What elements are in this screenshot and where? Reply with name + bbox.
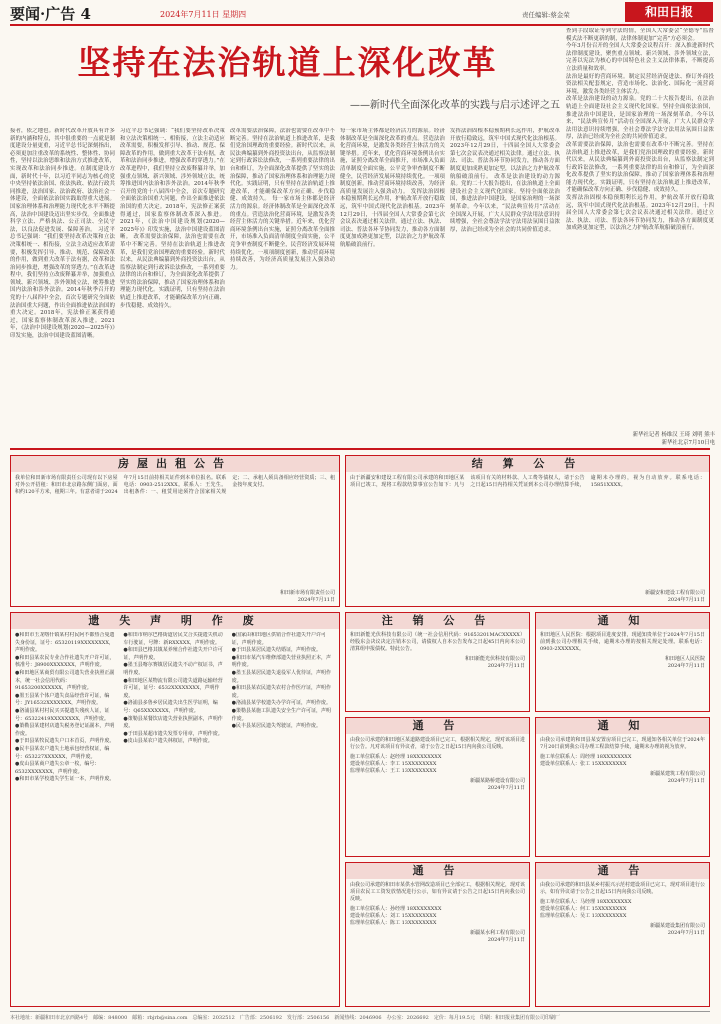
list-item: ●和田县巴格其镇某养殖合作社遗失开户许可证，声明作废。 [123,647,223,661]
list-item: ●墨玉县某居民遗失退役军人优待证，声明作废。 [231,669,332,684]
settlement-notice-body: 由于新疆安和建设工程有限公司承建的和田地区某项目已竣工，现将工程款结算事宜公告如下：凡与该项目有关的材料款、人工费等债权人，请于公告之日起15日内持相关凭证到本公司办理结算手续，逾期未办理的，视为自动放弃。联系电话：15851XXXX。 [350,475,705,488]
list-item: ●和田县某农民专业合作社遗失开户许可证，核准号：J8900XXXXXXX，声明作废。 [15,654,115,669]
list-item: ●和田市纳尔巴格街道居民艾合买提遗失机动车行驶证，号牌：新RXXXXX，声明作废。 [123,632,223,646]
contact-line: 建设单位联系人：何工 15XXXXXXXX [540,906,627,912]
article-paragraph: 查到手段取证等到守法的情，全国人大常委会“全德等”监督模式法不断更新的制，法律体制更加“完善”方必须会。 [566,28,714,42]
list-item: ●策勒县某餐饮店遗失营业执照副本，声明作废。 [123,715,223,730]
list-item: ●于田县某居民遗失结婚证，声明作废。 [231,647,322,654]
list-item: ●和田县某农民遗失农村合作医疗证，声明作废。 [231,685,332,699]
notice-1-title: 通 知 [536,613,709,629]
lost-notices-col-3 [232,632,335,1002]
notice-2 [345,717,530,857]
lost-notices-col-1 [15,632,118,1002]
page-header [0,0,721,28]
list-item: ●和田市某汽车维修部遗失营业执照正本，声明作废。 [231,654,332,669]
section-title: 要闻·广告 4 [10,5,91,23]
list-item: ●洛浦县某村村民买买提遗失残疾人证，证号：65322419XXXXXXXX，声明作废。 [15,707,110,722]
list-item: ●皮山县某农户遗失林权证，声明作废。 [123,738,213,745]
article-column-4: 每一家市场主体都是经济活力的源泉。经济体制改革是全面深化改革的重点。营造法治化营商环境，是激发各类经营主体活力的关键举措。近年来，优化营商环境条例出台实施，证照分离改革全面推开，市场准入负面清单制度全面实施，公平竞争审查制度不断健全，民营经济发展环境持续优化。一项项制度创新，推动营商环境持续改善，为经济高质量发展注入强劲动力。 发挥法治固根本稳预期利长远作用，护航改革开放行稳致远，筑牢中国式现代化法治根基。2023年12月29日，十四届全国人大常委会第七次会议表决通过相关法律。通过立法、执法、司法、普法各环节协同发力，推动各方面制度更加成熟更加定型，以法治之力护航改革航船破浪前行。 [340,128,445,248]
list-item: ●民丰县某居民遗失驾驶证，声明作废。 [231,723,322,730]
list-item: ●策勒县某建材店遗失税务登记证副本，声明作废。 [15,723,115,737]
notice-4-contacts [346,906,529,930]
contact-line: 建设单位联系人：张工 15XXXXXXXX [540,761,627,767]
notice-3-sign: 新疆某建筑工程有限公司 2024年7月11日 [649,771,705,784]
list-item: ●国家由和田地区供销合作社遗失开户许可证，声明作废。 [231,632,327,646]
contact-line: 施工单位联系人：马经理 18XXXXXXXX [540,899,632,905]
article-paragraph: 改革需要法治保障，法治也需要在改革中不断完善。坚持在法治轨道上推进改革，是我们党治国理政的重要经验。新时代以来，从民法典编纂到外商投资法出台，从监察法制定到行政诉讼法修改，一系列重要法律的出台和修订，为全面深化改革提供了坚实的法治保障，推动了国家治理体系和治理能力现代化。实践证明，只有坚持在法治轨道上推进改革，才能确保改革方向正确、步伐稳健、成效持久。 [566,141,714,194]
contact-line: 施工单位联系人：赵经理 18XXXXXXXX [350,754,442,760]
rent-notice [10,455,340,607]
settlement-notice [345,455,710,607]
masthead-logo: 和田日报 [625,2,713,22]
rent-notice-title: 房屋出租公告 [11,456,339,472]
lost-notices [10,612,340,1007]
article-column-2: 习近平总书记强调：“我们要坚持改革决策和立法决策相统一、相衔接，立法主动适应改革需要，积极发挥引导、推动、规范、保障改革的作用，做到重大改革于法有据，改革和法治同步推进，增强改革的穿透力。”在改革进程中，我们坚持立改废释纂并举，加强重点领域、新兴领域、涉外领域立法，统筹推进国内法治和涉外法治。2014年秋季召开的党的十八届四中全会，首次专题研究全面依法治国重大问题，作出全面推进依法治国的重大决定。2018年，宪法修正案获得通过，国家监察体制改革深入推进。2021年，《法治中国建设规划(2020—2025年)》印发实施，法治中国建设蓝图清晰。 改革需要法治保障，法治也需要在改革中不断完善。坚持在法治轨道上推进改革，是我们党治国理政的重要经验。新时代以来，从民法典编纂到外商投资法出台，从监察法制定到行政诉讼法修改，一系列重要法律的出台和修订，为全面深化改革提供了坚实的法治保障，推动了国家治理体系和治理能力现代化。实践证明，只有坚持在法治轨道上推进改革，才能确保改革方向正确、步伐稳健、成效持久。 [120,128,225,309]
notice-1 [535,612,710,712]
page-footer: 本社地址：新疆和田市北京西路4号 邮编：848000 邮箱：rbjrb@sina.com 总编室：2032512 广告部：2506192 发行部：2506156 新闻热线：2046906 办公室：2026692 定价：每月19.5元 印刷：和田报业集团有限公司印刷厂 [10,1011,710,1021]
cancel-notice-title: 注 销 公 告 [346,613,529,629]
list-item: ●于田县某超市遗失发票专用章，声明作废。 [123,730,223,737]
contact-line: 施工单位联系人：周经理 18XXXXXXXX [540,754,632,760]
list-item: ●洛浦县某学校遗失办学许可证，声明作废。 [231,700,332,707]
header-rule [10,24,710,26]
notice-2-body: 由我公司承建的和田地区某道路建设项目已完工，根据相关规定，现对该项目进行公告。凡对该项目有异议者，请于公告之日起15日内向我公司反映。 [350,737,526,750]
settlement-notice-title: 结 算 公 告 [346,456,709,472]
list-item: ●民丰县某农户遗失土地承包经营权证，编号：653227XXXXXX，声明作废。 [15,745,110,760]
article-column-1: 接者，依之地也。新时代改革开放具有许多新的内涵和特点，其中很重要的一点就是制度建设分量更重，习近平总书记深刻指出，必须更加注重改革的系统性、整体性、协同性，坚持以法治思维和法治方式推进改革，实现改革和法治同步推进。在制度建设方面，新时代十年，以习近平同志为核心的党中央坚持依法治国、依法执政、依法行政共同推进，法治国家、法治政府、法治社会一体建设，全面依法治国实践取得重大进展。国家治理体系和治理能力现代化水平不断提高，法治中国建设迈出坚实步伐。全面推进科学立法、严格执法、公正司法、全民守法，以良法促进发展、保障善治。 习近平总书记强调：“我们要坚持改革决策和立法决策相统一、相衔接，立法主动适应改革需要，积极发挥引导、推动、规范、保障改革的作用，做到重大改革于法有据，改革和法治同步推进，增强改革的穿透力。”在改革进程中，我们坚持立改废释纂并举，加强重点领域、新兴领域、涉外领域立法，统筹推进国内法治和涉外法治。2014年秋季召开的党的十八届四中全会，首次专题研究全面依法治国重大问题，作出全面推进依法治国的重大决定。2018年，宪法修正案获得通过，国家监察体制改革深入推进。2021年，《法治中国建设规划(2020—2025年)》印发实施，法治中国建设蓝图清晰。 [10,128,115,340]
notice-3 [535,717,710,857]
notice-3-title: 通 知 [536,718,709,734]
article-headline: 坚持在法治轨道上深化改革 [77,43,498,82]
editor-credit: 责任编辑:蔡金荣 [522,11,570,19]
list-item: ●和田市某学校遗失学生证一本，声明作废。 [15,776,115,783]
list-item: ●皮山县某商户遗失公章一枚，编号：6532XXXXXXX，声明作废。 [15,761,100,775]
list-item: ●和田地区某物流有限公司遗失道路运输经营许可证，证号：6532XXXXXXXX，声明作废。 [123,677,223,699]
cancel-notice-body: 和田新能光伏科技有限公司（统一社会信用代码：91653201MACXXXXX）经股东会决议决定注销本公司，请债权人自本公告发布之日起45日内向本公司清算组申报债权。特此公告。 [350,632,525,652]
notice-2-sign: 新疆某路桥建设有限公司 2024年7月11日 [469,778,525,791]
article-column-5: 发挥法治固根本稳预期利长远作用，护航改革开放行稳致远，筑牢中国式现代化法治根基。2023年12月29日，十四届全国人大常委会第七次会议表决通过相关法律。通过立法、执法、司法、普法各环节协同发力，推动各方面制度更加成熟更加定型，以法治之力护航改革航船破浪前行。 改革是法治建设的动力源泉。党的二十大报告提出，在法治轨道上全面建设社会主义现代化国家。坚持全面依法治国，推进法治中国建设，是国家治理的一场深刻革命。今年以来，“民法典宣传月”活动在全国深入开展，广大人民群众学法用法意识持续增强，全社会尊法学法守法用法氛围日益浓厚，法治已经成为全社会的共同价值追求。 [450,128,560,233]
notice-5-contacts [536,899,709,923]
notice-5 [535,862,710,1007]
notice-4-body: 由我公司承建的和田市某供水管网改造项目已全部完工，根据相关规定，现对该项目农民工工资发放情况进行公示，如有异议请于公告之日起15日内向我公司反映。 [350,882,526,902]
contact-line: 建设单位联系人：李工 15XXXXXXXX [350,761,437,767]
notice-5-sign: 新疆某建设集团有限公司 2024年7月11日 [649,923,705,936]
notice-3-contacts [536,754,709,771]
notice-1-body: 和田地区人民医院：根据项目进度安排，现通知贵单位于2024年7月15日前到我公司办理相关手续，逾期未办理的按相关规定处理。联系电话：0903-2XXXXXX。 [540,632,705,652]
list-item: ●墨玉县喀尔赛镇居民遗失不动产权证书，声明作废。 [123,662,223,676]
article-paragraph: 今年3月份召开的全国人大常委会议程召开：深入推进新时代法律制度建设，聚焦重点领域、新兴领域、涉外领域立法，完善以宪法为核心的中国特色社会主义法律体系，不断提高立法质量和效率。 [566,43,714,72]
issue-date: 2024年7月11日 星期四 [160,10,247,19]
list-item: ●策勒县某施工队遗失安全生产许可证，声明作废。 [231,707,332,722]
notice-3-body: 由我公司承建的和田县某安置房项目已完工，现通知各相关单位于2024年7月20日前到我公司办理工程款结算手续，逾期未办理的视为放弃。 [540,737,705,750]
contact-line: 监理单位联系人：陈工 13XXXXXXXX [350,920,437,926]
list-item: ●和田市玉龙喀什镇某村村民阿不都热合曼遗失身份证，证号：65320119XXXXXXXX，声明作废。 [15,632,115,654]
contact-line: 监理单位联系人：吴工 13XXXXXXXX [540,913,627,919]
cancel-notice [345,612,530,712]
article-signature: 新华社记者 杨维汉 王琦 刘明 熊丰 新华社北京7月10日电 [632,432,715,446]
lost-notices-col-2 [123,632,226,1002]
list-item: ●洛浦县多鲁乡居民遗失出生医学证明，编号：Q65XXXXXXX，声明作废。 [123,700,218,714]
article-subhead: ——新时代全面深化改革的实践与启示述评之五 [350,100,560,111]
cancel-notice-sign: 和田新能光伏科技有限公司 2024年7月11日 [464,656,525,669]
notice-5-body: 由我公司承建的和田县某乡村振兴示范村建设项目已完工，现对项目进行公示，如有异议请于公告之日起15日内向我公司反映。 [540,882,706,895]
rent-notice-sign: 和田新市场有限责任公司 2024年7月11日 [279,590,335,603]
notice-4-sign: 新疆某水利工程有限公司 2024年7月11日 [469,930,525,943]
notice-2-title: 通 告 [346,718,529,734]
notice-4-title: 通 告 [346,863,529,879]
list-item: ●于田县某牧民遗失户口本首页，声明作废。 [15,738,115,745]
list-item: ●和田地区某商贸有限公司遗失营业执照正副本，统一社会信用代码：91653200XXXXXX，声明作废。 [15,669,115,692]
rent-notice-body: 我单位和田新市场有限责任公司现有以下房屋对外公开招租：和田市北京路东侧门面房，面积约120平方米，租期三年。有意者请于2024年7月15日前持相关证件到本单位报名。联系电话：0903-2512XXX。联系人：王先生。出租条件：一、租赁用途须符合国家相关规定；二、承租人须具备相应经营资质；三、租金按年度支付。 [15,475,335,495]
lost-notices-title: 遗 失 声 明 作 废 [11,613,339,629]
section-divider [10,448,710,450]
article-paragraph: 发挥法治固根本稳预期利长远作用，护航改革开放行稳致远，筑牢中国式现代化法治根基。2023年12月29日，十四届全国人大常委会第七次会议表决通过相关法律。通过立法、执法、司法、普法各环节协同发力，推动各方面制度更加成熟更加定型，以法治之力护航改革航船破浪前行。 [566,195,714,232]
article-column-right [566,28,714,428]
article-paragraph: 改革是法治建设的动力源泉。党的二十大报告提出，在法治轨道上全面建设社会主义现代化国家。坚持全面依法治国，推进法治中国建设，是国家治理的一场深刻革命。今年以来，“民法典宣传月”活动在全国深入开展，广大人民群众学法用法意识持续增强，全社会尊法学法守法用法氛围日益浓厚，法治已经成为全社会的共同价值追求。 [566,96,714,141]
notice-2-contacts [346,754,529,778]
notice-1-sign: 和田地区人民医院 2024年7月11日 [664,656,705,669]
article-column-3: 改革需要法治保障，法治也需要在改革中不断完善。坚持在法治轨道上推进改革，是我们党治国理政的重要经验。新时代以来，从民法典编纂到外商投资法出台，从监察法制定到行政诉讼法修改，一系列重要法律的出台和修订，为全面深化改革提供了坚实的法治保障，推动了国家治理体系和治理能力现代化。实践证明，只有坚持在法治轨道上推进改革，才能确保改革方向正确、步伐稳健、成效持久。 每一家市场主体都是经济活力的源泉。经济体制改革是全面深化改革的重点。营造法治化营商环境，是激发各类经营主体活力的关键举措。近年来，优化营商环境条例出台实施，证照分离改革全面推开，市场准入负面清单制度全面实施，公平竞争审查制度不断健全，民营经济发展环境持续优化。一项项制度创新，推动营商环境持续改善，为经济高质量发展注入强劲动力。 [230,128,335,271]
article-paragraph: 法治是最好的营商环境。制定民营经济促进法、修订外商投资法相关配套规定，营造市场化、法治化、国际化一流营商环境，激发各类经营主体活力。 [566,73,714,95]
notice-4 [345,862,530,1007]
list-item: ●墨玉县某个体户遗失食品经营许可证，编号：JY16532XXXXXXX，声明作废。 [15,692,110,707]
contact-line: 建设单位联系人：刘工 15XXXXXXXX [350,913,437,919]
contact-line: 施工单位联系人：孙经理 18XXXXXXXX [350,906,442,912]
settlement-notice-sign: 新疆安和建设工程有限公司 2024年7月11日 [644,590,705,603]
contact-line: 监理单位联系人：王工 13XXXXXXXX [350,768,437,774]
notice-5-title: 通 告 [536,863,709,879]
